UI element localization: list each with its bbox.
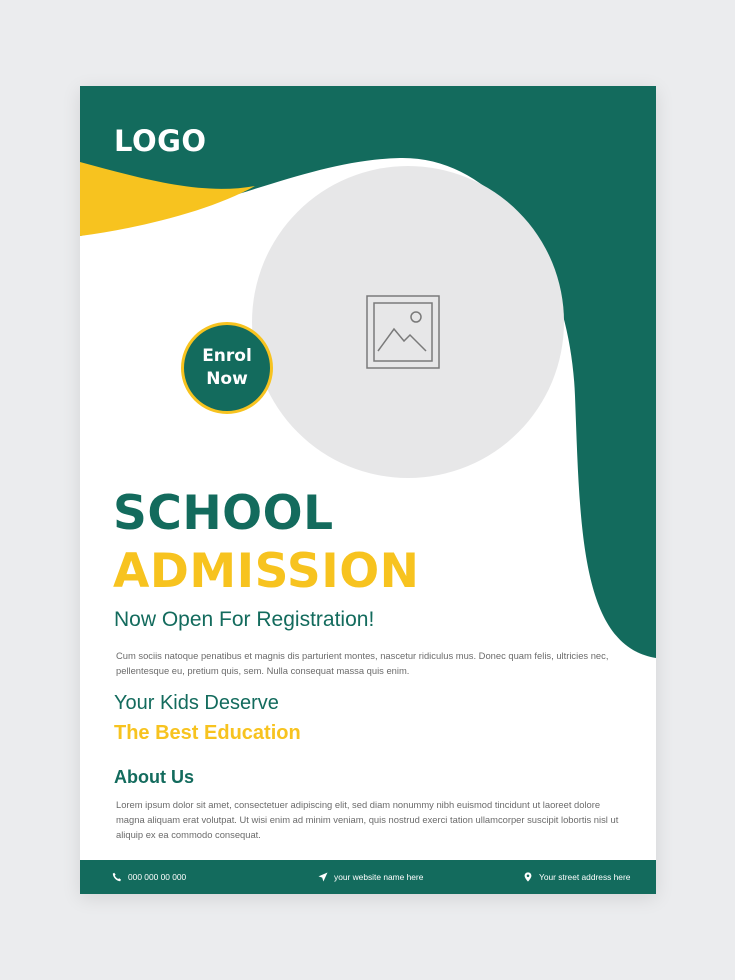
registration-subtitle: Now Open For Registration! [114, 608, 375, 631]
headline-admission: ADMISSION [113, 544, 420, 599]
footer-website[interactable] [318, 860, 423, 894]
footer-phone[interactable] [112, 860, 186, 894]
tagline-line1: Your Kids Deserve [114, 692, 279, 714]
phone-icon [112, 872, 122, 882]
logo: LOGO [114, 124, 207, 158]
image-placeholder-icon [366, 295, 440, 369]
intro-paragraph: Cum sociis natoque penatibus et magnis dis parturient montes, nascetur ridiculus mus. Donec quam felis, ultricies nec, pellentesque eu, pretium quis, sem. Nulla consequat massa quis enim. [116, 650, 609, 676]
about-paragraph: Lorem ipsum dolor sit amet, consectetuer adipiscing elit, sed diam nonummy nibh euismod tincidunt ut laoreet dolore magna aliquam erat volutpat. Ut wisi enim ad minim veniam, quis nostrud exerci tation ullamcorper suscipit lobortis nisl ut aliquip ex ea commodo consequat. [116, 799, 619, 840]
footer-address[interactable] [523, 860, 630, 894]
enrol-now-button[interactable] [181, 322, 273, 414]
flyer [80, 86, 656, 894]
headline-school: SCHOOL [113, 486, 334, 541]
address-text: Your street address here [539, 872, 631, 882]
enrol-label-line1: Enrol [202, 346, 252, 366]
about-heading: About Us [114, 767, 194, 787]
send-icon [318, 872, 328, 882]
phone-number: 000 000 00 000 [128, 872, 187, 882]
website-text: your website name here [334, 872, 424, 882]
tagline-line2: The Best Education [114, 722, 301, 744]
enrol-label-line2: Now [206, 369, 248, 389]
location-pin-icon [523, 872, 533, 882]
footer-bar [80, 860, 656, 894]
